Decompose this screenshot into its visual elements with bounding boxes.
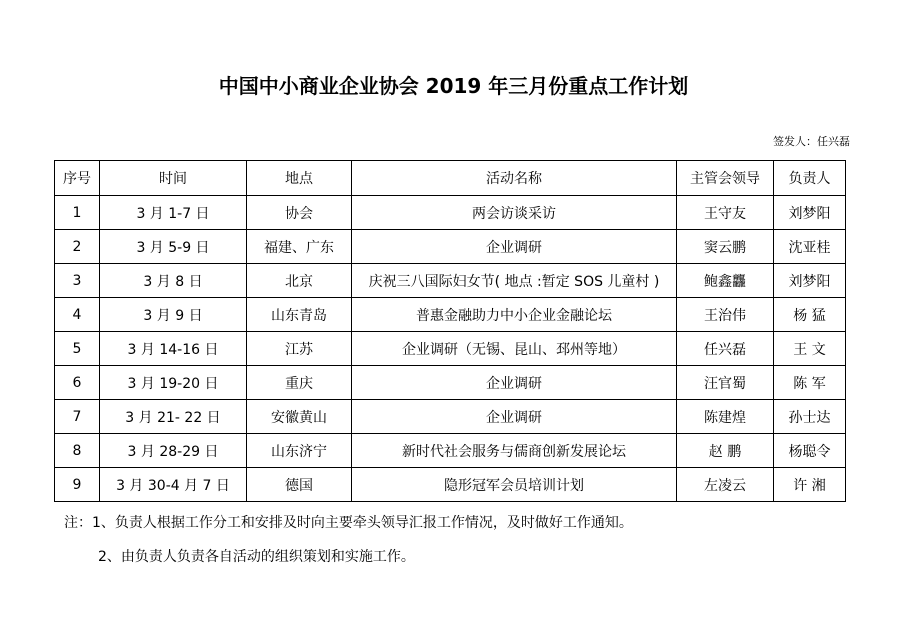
cell-leader: 鲍鑫龘 — [677, 264, 774, 298]
table-row — [55, 400, 846, 434]
cell-owner: 刘梦阳 — [774, 264, 846, 298]
header-location: 地点 — [247, 161, 352, 196]
cell-index: 5 — [55, 332, 100, 366]
cell-leader: 汪官蜀 — [677, 366, 774, 400]
cell-activity: 企业调研 — [352, 230, 677, 264]
cell-owner: 许 湘 — [774, 468, 846, 502]
cell-leader: 任兴磊 — [677, 332, 774, 366]
cell-time: 3 月 8 日 — [100, 264, 247, 298]
table-row — [55, 298, 846, 332]
cell-index: 1 — [55, 196, 100, 230]
header-leader: 主管会领导 — [677, 161, 774, 196]
header-owner: 负责人 — [774, 161, 846, 196]
cell-activity: 企业调研 — [352, 400, 677, 434]
cell-index: 7 — [55, 400, 100, 434]
table-row — [55, 264, 846, 298]
notes-section — [64, 513, 633, 581]
cell-owner: 孙士达 — [774, 400, 846, 434]
table-row — [55, 434, 846, 468]
header-index: 序号 — [55, 161, 100, 196]
cell-location: 安徽黄山 — [247, 400, 352, 434]
cell-time: 3 月 21- 22 日 — [100, 400, 247, 434]
cell-leader: 窦云鹏 — [677, 230, 774, 264]
cell-activity: 企业调研（无锡、昆山、邳州等地） — [352, 332, 677, 366]
cell-time: 3 月 30-4 月 7 日 — [100, 468, 247, 502]
note-1: 注：1、负责人根据工作分工和安排及时向主要牵头领导汇报工作情况，及时做好工作通知。 — [64, 515, 633, 531]
table-row — [55, 196, 846, 230]
cell-time: 3 月 28-29 日 — [100, 434, 247, 468]
cell-location: 江苏 — [247, 332, 352, 366]
cell-location: 北京 — [247, 264, 352, 298]
cell-location: 山东青岛 — [247, 298, 352, 332]
header-activity: 活动名称 — [352, 161, 677, 196]
cell-activity: 企业调研 — [352, 366, 677, 400]
cell-activity: 隐形冠军会员培训计划 — [352, 468, 677, 502]
table-row — [55, 468, 846, 502]
issuer-line: 签发人：任兴磊 — [773, 135, 850, 148]
cell-index: 8 — [55, 434, 100, 468]
cell-index: 3 — [55, 264, 100, 298]
cell-index: 4 — [55, 298, 100, 332]
cell-time: 3 月 9 日 — [100, 298, 247, 332]
cell-location: 协会 — [247, 196, 352, 230]
cell-index: 2 — [55, 230, 100, 264]
note-2: 2、由负责人负责各自活动的组织策划和实施工作。 — [98, 549, 415, 565]
cell-leader: 王治伟 — [677, 298, 774, 332]
cell-location: 山东济宁 — [247, 434, 352, 468]
cell-owner: 杨 猛 — [774, 298, 846, 332]
cell-time: 3 月 1-7 日 — [100, 196, 247, 230]
document-title: 中国中小商业企业协会 2019 年三月份重点工作计划 — [218, 74, 689, 98]
cell-leader: 左凌云 — [677, 468, 774, 502]
cell-leader: 王守友 — [677, 196, 774, 230]
table-body — [55, 196, 846, 502]
cell-time: 3 月 19-20 日 — [100, 366, 247, 400]
cell-leader: 陈建煌 — [677, 400, 774, 434]
table-header-row — [55, 161, 846, 196]
cell-owner: 王 文 — [774, 332, 846, 366]
cell-activity: 两会访谈采访 — [352, 196, 677, 230]
table-row — [55, 332, 846, 366]
cell-activity: 普惠金融助力中小企业金融论坛 — [352, 298, 677, 332]
cell-location: 福建、广东 — [247, 230, 352, 264]
cell-activity: 新时代社会服务与儒商创新发展论坛 — [352, 434, 677, 468]
cell-time: 3 月 14-16 日 — [100, 332, 247, 366]
cell-owner: 杨聪令 — [774, 434, 846, 468]
header-time: 时间 — [100, 161, 247, 196]
cell-leader: 赵 鹏 — [677, 434, 774, 468]
cell-activity: 庆祝三八国际妇女节( 地点 :暂定 SOS 儿童村 ) — [352, 264, 677, 298]
table-row — [55, 230, 846, 264]
cell-owner: 刘梦阳 — [774, 196, 846, 230]
cell-index: 9 — [55, 468, 100, 502]
cell-owner: 沈亚桂 — [774, 230, 846, 264]
cell-location: 德国 — [247, 468, 352, 502]
work-plan-table — [54, 160, 846, 502]
table-row — [55, 366, 846, 400]
cell-location: 重庆 — [247, 366, 352, 400]
cell-index: 6 — [55, 366, 100, 400]
cell-owner: 陈 军 — [774, 366, 846, 400]
cell-time: 3 月 5-9 日 — [100, 230, 247, 264]
